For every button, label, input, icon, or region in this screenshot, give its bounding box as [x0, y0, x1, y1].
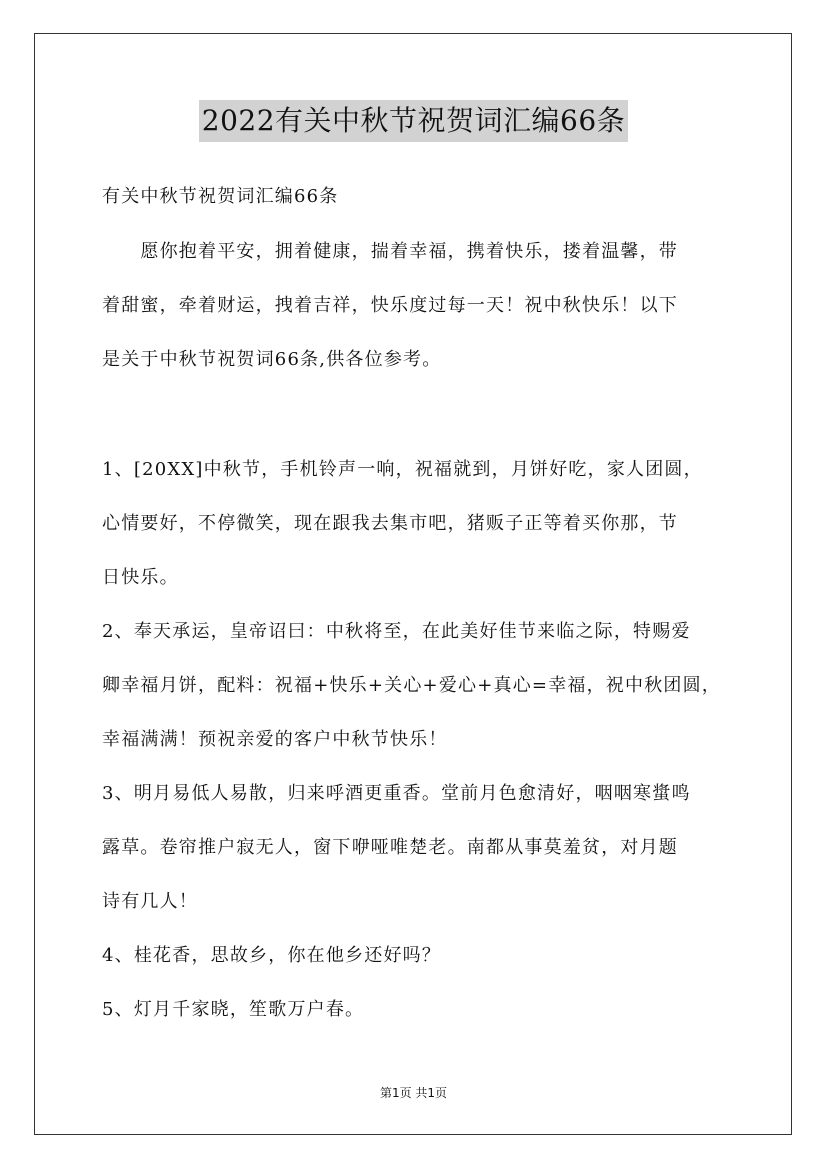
- item-line: 心情要好，不停微笑，现在跟我去集市吧，猪贩子正等着买你那，节: [102, 513, 678, 534]
- item-line: 幸福满满！预祝亲爱的客户中秋节快乐！: [102, 729, 448, 750]
- document-subtitle: 有关中秋节祝贺词汇编66条: [102, 186, 339, 207]
- item-line: 卿幸福月饼，配料：祝福+快乐+关心+爱心+真心=幸福，祝中秋团圆，: [102, 675, 722, 696]
- intro-line: 着甜蜜，牵着财运，拽着吉祥，快乐度过每一天！祝中秋快乐！以下: [102, 295, 678, 316]
- item-line: 2、奉天承运，皇帝诏曰：中秋将至，在此美好佳节来临之际，特赐爱: [102, 621, 691, 642]
- item-line: 3、明月易低人易散，归来呼酒更重香。堂前月色愈清好，咽咽寒螀鸣: [102, 783, 691, 804]
- item-line: 诗有几人！: [102, 891, 198, 912]
- item-line: 4、桂花香，思故乡，你在他乡还好吗？: [102, 945, 442, 966]
- intro-line: 是关于中秋节祝贺词66条,供各位参考。: [102, 349, 442, 370]
- title-container: [0, 100, 827, 142]
- document-title: 2022有关中秋节祝贺词汇编66条: [199, 100, 628, 142]
- item-line: 日快乐。: [102, 567, 179, 588]
- item-line: 露草。卷帘推户寂无人，窗下咿哑唯楚老。南都从事莫羞贫，对月题: [102, 837, 678, 858]
- intro-line: 愿你抱着平安，拥着健康，揣着幸福，携着快乐，搂着温馨，带: [102, 241, 678, 262]
- page-footer: 第1页 共1页: [379, 1086, 448, 1100]
- item-line: 5、灯月千家晓，笙歌万户春。: [102, 999, 365, 1020]
- item-line: 1、[20XX]中秋节，手机铃声一响，祝福就到，月饼好吃，家人团圆，: [102, 459, 703, 480]
